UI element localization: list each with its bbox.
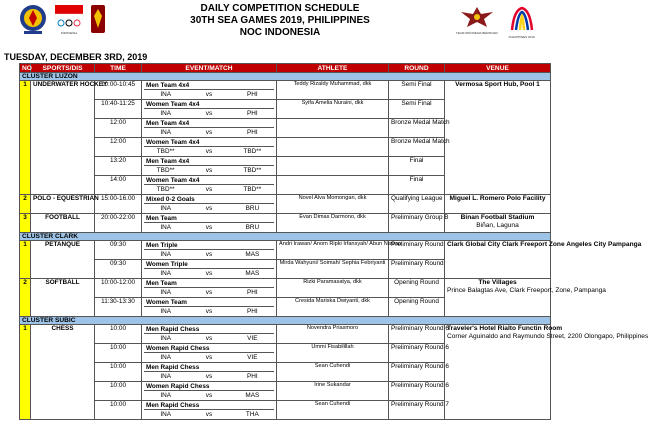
sea-games-emblem-icon [508,4,536,34]
event-cell [142,214,277,233]
round-name: Opening Round [389,298,445,317]
athlete-name [277,119,389,138]
col-round: ROUND [389,64,445,73]
vs-label: vs [205,335,213,342]
cluster-name: CLUSTER LUZON [20,73,551,81]
round-name: Preliminary Round 6 [389,382,445,401]
venue-cell [445,81,551,195]
team-2: PHI [246,129,258,136]
vs-label: vs [205,373,213,380]
team-1: INA [160,110,171,117]
match-teams [144,109,274,118]
round-name: Preliminary Round 6 [389,363,445,382]
event-cell [142,382,277,401]
round-name: Semi Final [389,100,445,119]
team-2: TBD** [243,186,262,193]
team-2: MAS [245,251,260,258]
noc-logo [90,4,106,34]
athlete-name [277,157,389,176]
match-teams [144,307,274,316]
col-venue: VENUE [445,64,551,73]
col-no: NO [20,64,31,73]
sport-name: UNDERWATER HOCKEY [31,81,95,195]
logo-right-caption: TEAM INDONESIA BERSINAR [456,31,498,35]
event-cell [142,344,277,363]
venue-name: Clark Global City Clark Freeport Zone Angeles City Pampanga [447,241,642,248]
event-time: 15:00-16.00 [95,195,142,214]
event-title: Women Team 4x4 [144,100,274,109]
athlete-name: Rizki Paramasatya, dkk [277,279,389,298]
match-teams [144,204,274,213]
vs-label: vs [205,270,213,277]
match-teams [144,288,274,297]
event-title: Men Team 4x4 [144,81,274,90]
vs-label: vs [205,411,213,418]
match-teams [144,223,274,232]
title-line-3: NOC INDONESIA [239,27,321,38]
event-time: 11:30-13:30 [95,298,142,317]
team-1: INA [160,308,171,315]
match-teams [144,250,274,259]
table-row [20,195,551,214]
vs-label: vs [205,167,213,174]
athlete-name: Teddy Rizaldy Muhammad, dkk [277,81,389,100]
sport-name: SOFTBALL [31,279,95,317]
ministry-emblem-icon [18,4,48,36]
team-1: INA [160,270,171,277]
team-1: INA [160,354,171,361]
right-logos [456,4,536,39]
venue-address: Corner Aguinaldo and Raymundo Street, 2200 Olongapo, Philippines [447,333,648,340]
match-teams [144,269,274,278]
venue-address: Prince Balagtas Ave, Clark Freeport, Zone, Pampanga [447,287,606,294]
athlete-name: Cresida Mariska Dwiyanti, dkk [277,298,389,317]
event-title: Women Team 4x4 [144,138,274,147]
event-cell [142,241,277,260]
event-cell [142,298,277,317]
team-2: PHI [246,91,258,98]
garuda-icon [460,4,494,30]
round-name: Preliminary Round 7 [389,401,445,420]
athlete-name: Sean Cuhendi [277,401,389,420]
round-name: Preliminary Round 6 [389,344,445,363]
athlete-name [277,138,389,157]
sport-name: CHESS [31,325,95,420]
team-1: INA [160,373,171,380]
event-title: Women Rapid Chess [144,382,274,391]
team-1: TBD** [156,148,175,155]
match-teams [144,185,274,194]
schedule-table [19,63,648,420]
venue-name: Binan Football Stadium [460,214,535,221]
table-header-row [20,64,551,73]
match-teams [144,128,274,137]
table-row [20,325,551,344]
sport-number: 1 [20,81,31,195]
event-time: 12:00 [95,138,142,157]
team-2: MAS [245,270,260,277]
team-2: MAS [245,392,260,399]
page-header [0,0,555,52]
cluster-row [20,317,551,325]
vs-label: vs [205,224,213,231]
athlete-name: Evan Dimas Darmono, dkk [277,214,389,233]
event-cell [142,100,277,119]
vs-label: vs [205,251,213,258]
team-indonesia-logo [456,4,498,35]
table-row [20,241,551,260]
round-name: Preliminary Round 6 [389,325,445,344]
round-name: Bronze Medal Match [389,119,445,138]
sport-number: 3 [20,214,31,233]
vs-label: vs [205,129,213,136]
athlete-name: Irine Sukandar [277,382,389,401]
col-time: TIME [95,64,142,73]
event-time: 20:00-22:00 [95,214,142,233]
team-2: VIE [247,335,258,342]
venue-cell [445,214,551,233]
vs-label: vs [205,110,213,117]
event-time: 10:00 [95,363,142,382]
athlete-name: Mirda Wahyuni/ Soimah/ Sephia Febriyanti [277,260,389,279]
venue-cell [445,195,551,214]
athlete-name: Novendra Priasmoro [277,325,389,344]
event-time: 10:00-10:45 [95,81,142,100]
vs-label: vs [205,308,213,315]
team-1: INA [160,289,171,296]
sport-name: PETANQUE [31,241,95,279]
col-sport: SPORTS/DIS [31,64,95,73]
col-event: EVENT/MATCH [142,64,277,73]
match-teams [144,391,274,400]
round-name: Semi Final [389,81,445,100]
event-title: Women Team 4x4 [144,176,274,185]
title-line-2: 30TH SEA GAMES 2019, PHILIPPINES [190,15,370,26]
match-teams [144,90,274,99]
schedule-title [150,3,410,39]
title-line-1: DAILY COMPETITION SCHEDULE [200,3,360,14]
vs-label: vs [205,91,213,98]
match-teams [144,410,274,419]
event-time: 10:00 [95,344,142,363]
round-name: Bronze Medal Match [389,138,445,157]
match-teams [144,334,274,343]
round-name: Final [389,176,445,195]
team-2: VIE [247,354,258,361]
left-logos [18,4,106,36]
event-title: Women Team [144,298,274,307]
team-1: INA [160,411,171,418]
vs-label: vs [205,392,213,399]
sport-number: 1 [20,325,31,420]
athlete-name: Novel Alva Momongan, dkk [277,195,389,214]
vs-label: vs [205,205,213,212]
team-1: INA [160,335,171,342]
cluster-row [20,233,551,241]
event-title: Men Triple [144,241,274,250]
schedule-body [20,73,648,420]
sport-name: FOOTBALL [31,214,95,233]
athlete-name: Ummi Fisabilillah [277,344,389,363]
venue-cell [445,279,606,317]
venue-name: Miguel L. Romero Polo Facility [449,195,546,202]
venue-name: Vermosa Sport Hub, Pool 1 [455,81,540,88]
logo-right2-caption: PHILIPPINES 2019 [508,35,535,39]
event-cell [142,157,277,176]
event-cell [142,279,277,298]
venue-name: Traveler's Hotel Rialto Functin Room [447,325,563,332]
event-time: 14:00 [95,176,142,195]
table-row [20,81,551,100]
team-2: BRU [245,224,260,231]
event-time: 10:00 [95,401,142,420]
vs-label: vs [205,289,213,296]
event-time: 12:00 [95,119,142,138]
match-teams [144,147,274,156]
match-teams [144,372,274,381]
event-time: 10:40-11:25 [95,100,142,119]
indonesia-olympic-logo [54,4,84,35]
sport-number: 2 [20,279,31,317]
event-title: Men Rapid Chess [144,401,274,410]
match-teams [144,166,274,175]
event-time: 10:00 [95,382,142,401]
cluster-name: CLUSTER SUBIC [20,317,551,325]
vs-label: vs [205,354,213,361]
event-title: Mixed 0-2 Goals [144,195,274,204]
team-1: INA [160,205,171,212]
ministry-logo [18,4,48,36]
event-title: Men Team 4x4 [144,119,274,128]
vs-label: vs [205,186,213,193]
vs-label: vs [205,148,213,155]
sport-name: POLO - EQUESTRIAN [31,195,95,214]
col-athlete: ATHLETE [277,64,389,73]
team-2: TBD** [243,167,262,174]
round-name: Opening Round [389,279,445,298]
team-1: INA [160,392,171,399]
team-2: PHI [246,308,258,315]
venue-name: The Villages [478,279,517,286]
event-time: 10:00 [95,325,142,344]
athlete-name [277,176,389,195]
round-name: Preliminary Round [389,260,445,279]
cluster-row [20,73,551,81]
athlete-name: Sean Cuhendi [277,363,389,382]
event-time: 09:30 [95,260,142,279]
round-name: Qualifying League [389,195,445,214]
team-1: INA [160,129,171,136]
team-1: TBD** [156,167,175,174]
event-cell [142,81,277,100]
team-1: INA [160,91,171,98]
round-name: Final [389,157,445,176]
athlete-name: Andri Irawan/ Anom Ripki Irfansyah/ Abun Nawan [277,241,389,260]
sea-games-logo [508,4,536,39]
athlete-name: Syifa Amelia Nuraini, dkk [277,100,389,119]
event-title: Women Rapid Chess [144,344,274,353]
venue-cell [445,325,648,420]
event-title: Men Team [144,279,274,288]
event-cell [142,401,277,420]
event-cell [142,195,277,214]
team-1: INA [160,224,171,231]
event-cell [142,176,277,195]
team-2: PHI [246,373,258,380]
team-2: PHI [246,110,258,117]
table-row [20,279,551,298]
team-2: BRU [245,205,260,212]
venue-address: Biñan, Laguna [476,222,519,229]
team-2: THA [245,411,259,418]
event-title: Men Team 4x4 [144,157,274,166]
match-teams [144,353,274,362]
venue-cell [445,241,642,279]
event-cell [142,325,277,344]
cluster-name: CLUSTER CLARK [20,233,551,241]
team-1: INA [160,251,171,258]
round-name: Preliminary Round [389,241,445,260]
event-cell [142,138,277,157]
olympic-rings-icon [54,4,84,30]
event-cell [142,260,277,279]
noc-shield-icon [90,4,106,34]
event-title: Men Rapid Chess [144,363,274,372]
team-2: PHI [246,289,258,296]
event-cell [142,119,277,138]
event-title: Men Team [144,214,274,223]
event-cell [142,363,277,382]
round-name: Preliminary Group B [389,214,445,233]
event-title: Women Triple [144,260,274,269]
table-row [20,214,551,233]
event-time: 13:20 [95,157,142,176]
sport-number: 2 [20,195,31,214]
team-1: TBD** [156,186,175,193]
sport-number: 1 [20,241,31,279]
team-2: TBD** [243,148,262,155]
event-title: Men Rapid Chess [144,325,274,334]
event-time: 09:30 [95,241,142,260]
event-time: 10:00-12:00 [95,279,142,298]
schedule-date: TUESDAY, DECEMBER 3RD, 2019 [4,52,148,62]
logo-left-caption: INDONESIA [60,31,78,35]
